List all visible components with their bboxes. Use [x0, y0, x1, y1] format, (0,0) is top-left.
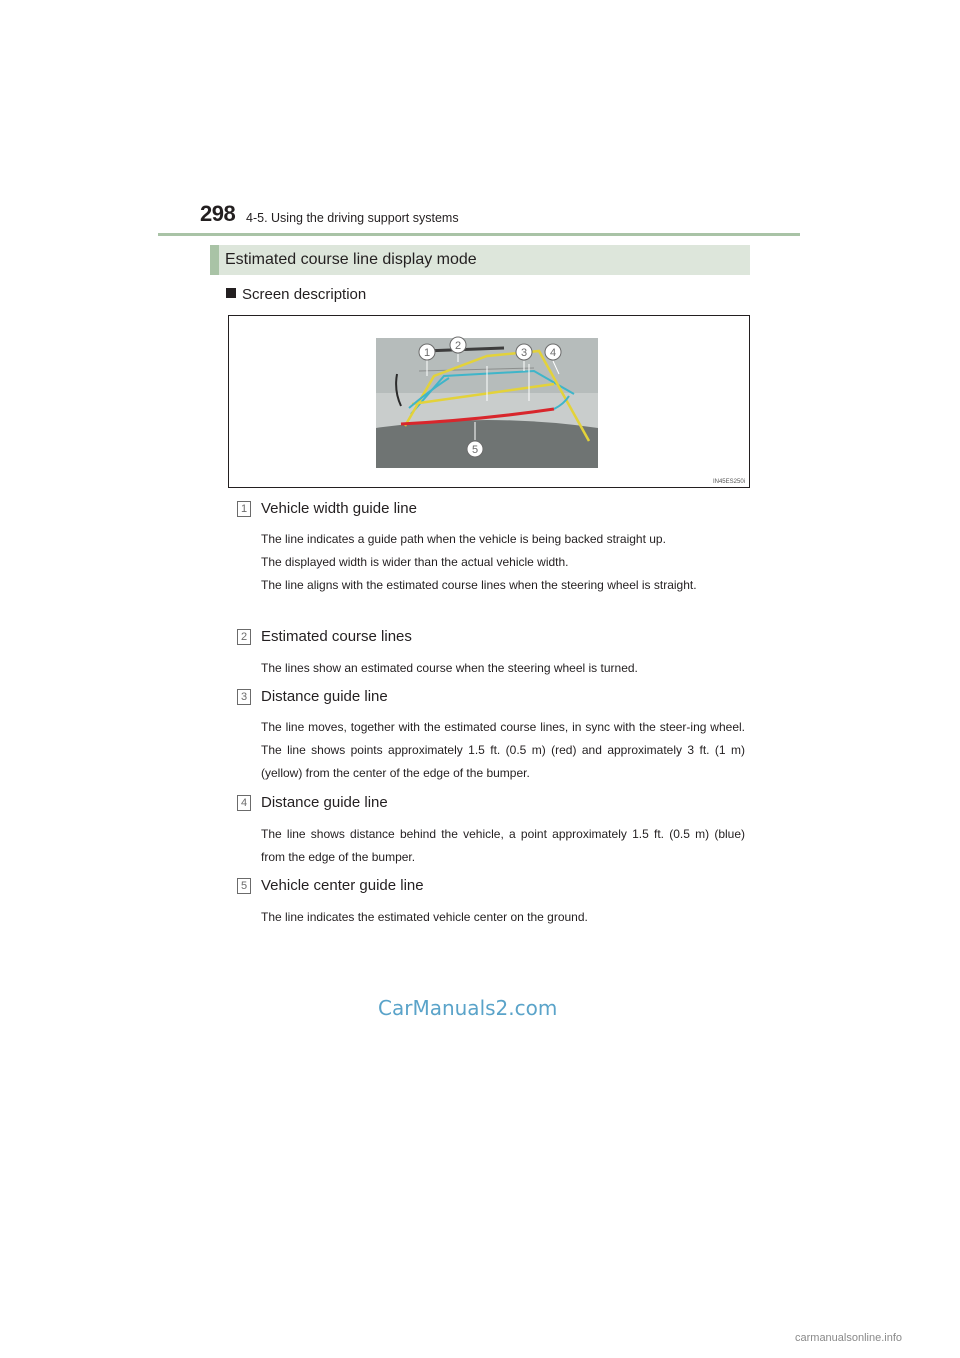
item-description-5: The line indicates the estimated vehicle center on the ground. — [261, 910, 588, 924]
callout-5 — [467, 441, 483, 457]
subsection-heading — [226, 286, 366, 303]
item-title-distance-guide-line: Distance guide line — [261, 688, 388, 705]
bumper — [376, 420, 598, 468]
page-number: 298 — [200, 201, 236, 226]
rear-camera-figure — [228, 315, 750, 488]
item-description-1b: The displayed width is wider than the actual vehicle width. — [261, 555, 569, 569]
item-title-vehicle-width-guide-line: Vehicle width guide line — [261, 500, 417, 517]
svg-text:4: 4 — [549, 347, 557, 359]
item-description-2: The lines show an estimated course when the steering wheel is turned. — [261, 661, 638, 675]
callout-2 — [450, 337, 466, 353]
subsection-title: Screen description — [242, 286, 367, 303]
square-bullet-icon — [226, 288, 236, 298]
chapter-title: 4-5. Using the driving support systems — [246, 211, 459, 225]
item-description-1c: The line aligns with the estimated course lines when the steering wheel is straight. — [261, 578, 697, 592]
item-description-4: The line shows distance behind the vehicle, a point approximately 1.5 ft. (0.5 m) (blue) from the edge of the bumper. — [261, 827, 745, 864]
item-number-4: 4 — [237, 795, 251, 811]
header-rule — [158, 233, 800, 236]
watermark-link[interactable]: CarManuals2.com — [378, 996, 558, 1020]
svg-text:3: 3 — [520, 347, 528, 359]
item-number-2: 2 — [237, 629, 251, 645]
rear-camera-screen-illustration — [229, 316, 749, 487]
svg-text:2: 2 — [454, 340, 462, 352]
section-heading — [210, 245, 750, 275]
item-number-1: 1 — [237, 501, 251, 517]
item-number-5: 5 — [237, 878, 251, 894]
item-title-distance-guide-line-blue: Distance guide line — [261, 794, 388, 811]
item-number-3: 3 — [237, 689, 251, 705]
item-title-estimated-course-lines: Estimated course lines — [261, 628, 412, 645]
item-title-vehicle-center-guide-line: Vehicle center guide line — [261, 877, 424, 894]
callout-3 — [516, 344, 532, 360]
footer-watermark: carmanualsonline.info — [795, 1332, 903, 1344]
figure-code: IN45ES250i — [712, 479, 745, 485]
item-description-3: The line moves, together with the estimated course lines, in sync with the steer-ing wheel. The line shows points approximately 1.5 ft. (0.5 m) (red) and approximately 3 ft. (1 m) (yellow) from the center of the edge of the bumper. — [261, 720, 745, 780]
callout-4 — [545, 344, 561, 360]
svg-text:1: 1 — [423, 347, 431, 359]
callout-1 — [419, 344, 435, 360]
svg-text:5: 5 — [471, 444, 479, 456]
item-description-1a: The line indicates a guide path when the vehicle is being backed straight up. — [261, 532, 666, 546]
section-title: Estimated course line display mode — [225, 251, 477, 268]
